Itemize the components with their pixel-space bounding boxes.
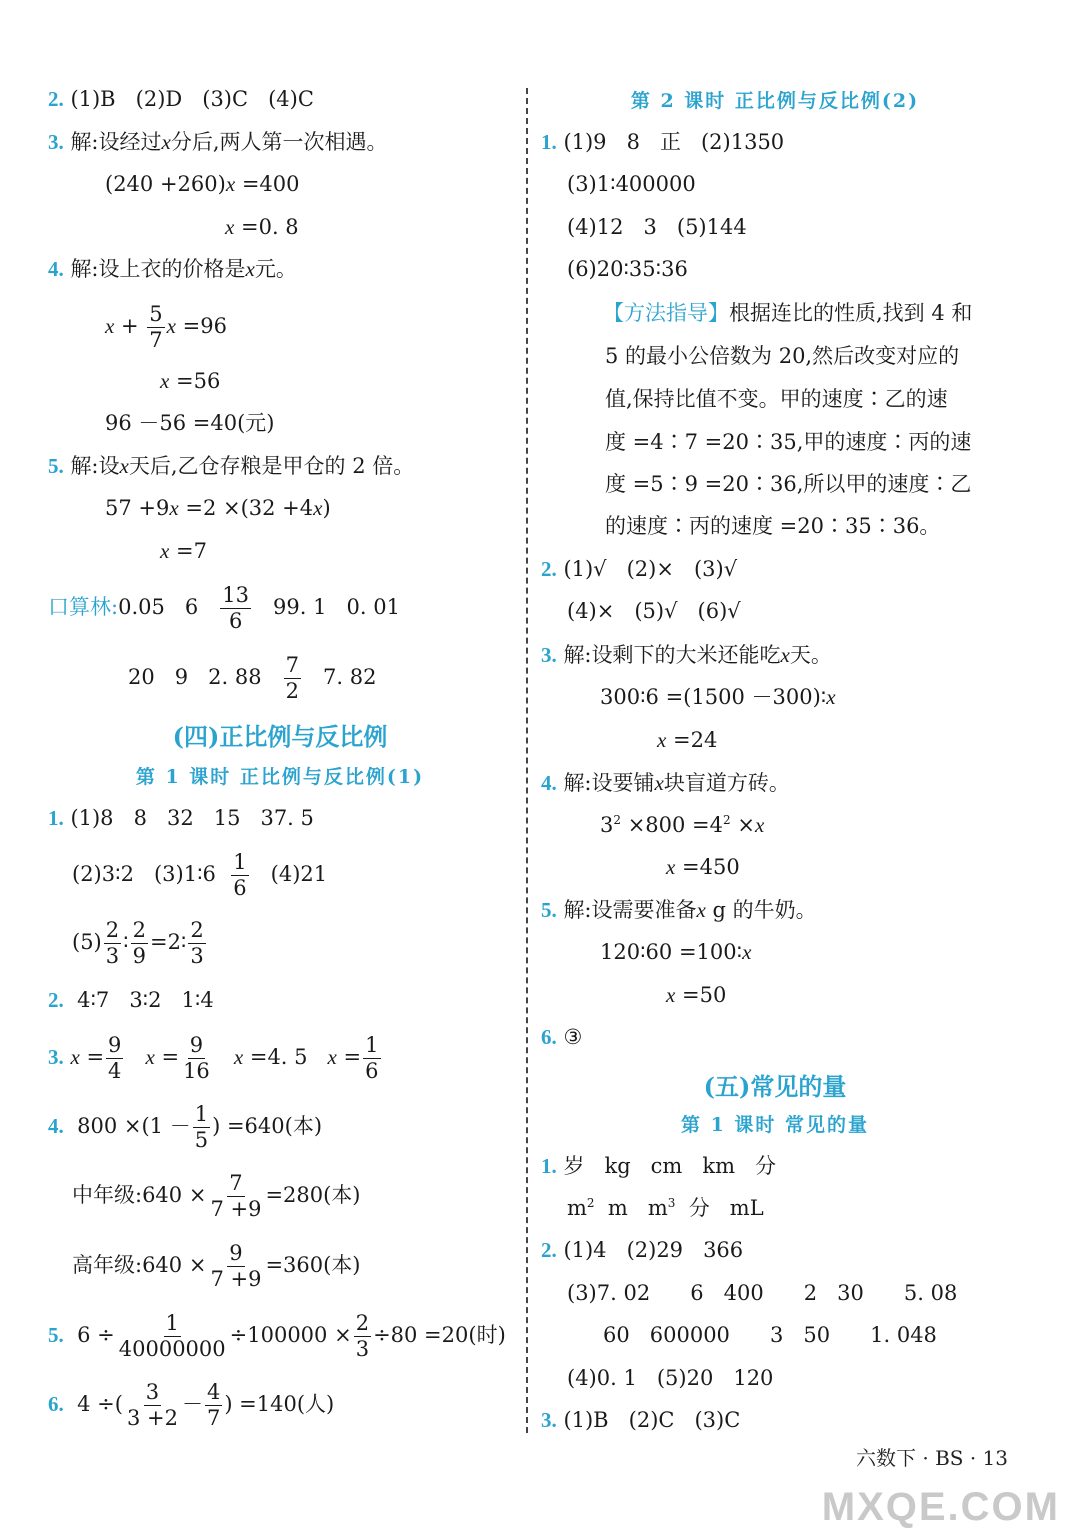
text: ) — [322, 496, 331, 520]
exponent: 2 — [723, 813, 731, 827]
text: 99. 1 0. 01 — [273, 595, 400, 619]
text: (2)3∶2 (3)1∶6 — [72, 862, 216, 886]
denominator: 6 — [233, 876, 247, 900]
variable: x — [666, 983, 676, 1007]
text: m m — [594, 1196, 668, 1220]
text: 高年级:640 × — [72, 1253, 207, 1277]
variable: x — [233, 1045, 244, 1069]
denominator: 6 — [365, 1059, 379, 1083]
text: (1)B (2)C (3)C — [563, 1408, 741, 1432]
variable: x — [105, 314, 115, 338]
method-guide — [603, 298, 972, 328]
variable: x — [654, 771, 664, 795]
denominator: 40000000 — [118, 1337, 226, 1361]
question-number: 4. — [48, 257, 64, 281]
answer-1-line-2 — [72, 852, 327, 899]
variable: x — [166, 314, 176, 338]
text: ÷100000 × — [229, 1323, 352, 1347]
text: 120∶60 =100∶ — [600, 940, 743, 964]
equation — [666, 980, 726, 1010]
text: 块盲道方砖。 — [663, 771, 790, 795]
text: 分 mL — [675, 1196, 764, 1220]
text: 4 ÷( — [77, 1392, 123, 1416]
exponent: 2 — [613, 813, 622, 827]
answer-1 — [541, 127, 784, 157]
question-number: 2. — [48, 87, 64, 111]
text: ÷80 =20(时) — [373, 1323, 506, 1347]
text: ) =140(人) — [224, 1392, 335, 1416]
text: 天后,乙仓存粮是甲仓的 2 倍。 — [128, 454, 415, 478]
answer-6: 6. 4 ÷( $\frac{3}{3 +2}$ － $\frac{4}{7}$ ) =140(人) — [48, 1380, 335, 1430]
numerator: 2 — [190, 918, 204, 942]
question-number: 2. — [48, 988, 64, 1012]
answer-2-line: (4)× (5)√ (6)√ — [567, 599, 741, 623]
variable: x — [160, 539, 170, 563]
text: 57 +9 — [105, 496, 170, 520]
text: (1)8 8 32 15 37. 5 — [70, 806, 314, 830]
variable: x — [754, 813, 765, 837]
question-number: 5. — [48, 454, 64, 478]
text: 800 ×(1 － — [77, 1114, 191, 1138]
equation: x + $\frac{5}{7}$ x =96 — [105, 302, 227, 352]
equation — [160, 536, 207, 566]
denominator: 3 — [190, 944, 204, 968]
variable: x — [225, 215, 235, 239]
fraction — [193, 1104, 210, 1151]
section-title: (五)常见的量 — [703, 1072, 847, 1101]
answer-3: 3. x = $\frac{9}{4}$ x = $\frac{9}{16}$ x =4. 5 x = $\frac{1}{6}$ — [48, 1033, 379, 1083]
text: (1)√ (2)× (3)√ — [563, 557, 738, 581]
text: 解:设上衣的价格是 — [70, 257, 246, 281]
numerator: 3 — [145, 1380, 160, 1404]
equation — [600, 810, 764, 840]
answer-3-statement — [48, 127, 388, 157]
question-number: 1. — [48, 806, 64, 830]
answer-2-line: (4)0. 1 (5)20 120 — [567, 1366, 774, 1390]
question-number: 1. — [541, 1154, 557, 1178]
equation — [657, 725, 717, 755]
equation — [225, 212, 299, 242]
numerator: 13 — [222, 583, 249, 607]
answer-2-line: (3)7. 02 6 400 2 30 5. 08 — [567, 1281, 958, 1305]
answer-3 — [541, 1405, 740, 1435]
numerator: 1 — [365, 1033, 379, 1057]
denominator: 7 +9 — [210, 1197, 262, 1221]
variable: x — [327, 1045, 337, 1069]
text: ×800 =4 — [621, 813, 724, 837]
answer-5-statement — [48, 451, 414, 481]
text: (5) — [72, 930, 102, 954]
text: =96 — [175, 314, 227, 338]
answer-4 — [48, 1104, 322, 1151]
method-guide-line: 值,保持比值不变。甲的速度∶乙的速 — [605, 387, 948, 411]
fraction — [131, 920, 148, 967]
text: 解:设要铺 — [563, 771, 655, 795]
numerator: 7 — [285, 653, 299, 677]
question-number: 3. — [48, 1045, 64, 1069]
text: 分后,两人第一次相遇。 — [170, 130, 388, 154]
text: 6 ÷ — [77, 1323, 115, 1347]
answer-4-statement — [48, 254, 297, 284]
denominator: 16 — [183, 1059, 210, 1083]
section-title: (四)正比例与反比例 — [172, 722, 388, 751]
question-number: 3. — [48, 130, 64, 154]
text: 元。 — [254, 257, 297, 281]
numerator: 4 — [206, 1380, 221, 1404]
denominator: 4 — [108, 1059, 122, 1083]
numerator: 1 — [233, 850, 247, 874]
method-guide-line: 的速度∶丙的速度 =20∶35∶36。 — [605, 514, 941, 538]
text: 300∶6 =(1500 －300)∶ — [600, 685, 827, 709]
answer-2 — [541, 554, 737, 584]
denominator: 3 +2 — [126, 1406, 178, 1430]
answer-1-line: (4)12 3 (5)144 — [567, 215, 747, 239]
question-number: 2. — [541, 557, 557, 581]
exponent: 2 — [586, 1196, 595, 1210]
question-number: 1. — [541, 130, 557, 154]
denominator: 3 — [355, 1337, 370, 1361]
answer-text: (1)B (2)D (3)C (4)C — [70, 87, 314, 111]
variable: x — [169, 496, 179, 520]
mental-math-row-2 — [128, 655, 376, 702]
question-number: 6. — [541, 1025, 557, 1049]
text: (1)4 (2)29 366 — [563, 1238, 744, 1262]
question-number: 6. — [48, 1392, 64, 1416]
method-guide-line: 度 =5∶9 =20∶36,所以甲的速度∶乙 — [605, 472, 972, 496]
numerator: 1 — [165, 1311, 179, 1335]
variable: x — [780, 643, 790, 667]
fraction — [363, 1035, 380, 1082]
answer-5-statement — [541, 895, 817, 925]
question-number: 4. — [541, 771, 557, 795]
column-divider — [526, 88, 528, 1433]
answer-4-statement — [541, 768, 790, 798]
fraction — [208, 1243, 263, 1290]
variable: x — [161, 130, 171, 154]
answer-2 — [48, 985, 214, 1015]
text: =50 — [675, 983, 727, 1007]
equation: 96 －56 =40(元) — [105, 411, 275, 435]
variable: x — [742, 940, 752, 964]
numerator: 9 — [108, 1033, 122, 1057]
denominator: 7 — [206, 1406, 221, 1430]
fraction — [106, 1035, 123, 1082]
denominator: 7 +9 — [210, 1267, 262, 1291]
mental-math-label: 口算林: — [48, 595, 119, 619]
text: =280(本) — [265, 1183, 361, 1207]
text: ) =640(本) — [212, 1114, 323, 1138]
text: 天。 — [789, 643, 832, 667]
text: =7 — [169, 539, 207, 563]
variable: x — [826, 685, 836, 709]
text: 解:设 — [70, 454, 120, 478]
text: (4)21 — [270, 862, 328, 886]
text: 3 — [600, 813, 614, 837]
text: × — [730, 813, 755, 837]
text: g 的牛奶。 — [705, 898, 817, 922]
question-number: 2. — [541, 1238, 557, 1262]
answer-2 — [48, 84, 314, 114]
text: 20 9 2. 88 — [128, 665, 262, 689]
text: =400 — [235, 172, 300, 196]
fraction — [284, 655, 301, 702]
lesson-title: 第 1 课时 常见的量 — [680, 1114, 870, 1136]
variable: x — [666, 855, 676, 879]
denominator: 9 — [132, 944, 146, 968]
fraction — [205, 1382, 222, 1429]
denominator: 6 — [228, 609, 243, 633]
fraction — [231, 852, 248, 899]
equation — [600, 682, 836, 712]
denominator: 7 — [149, 328, 163, 352]
answer-2 — [541, 1235, 743, 1265]
page-footer: 六数下 · BS · 13 — [856, 1446, 1008, 1470]
text: 解:设需要准备 — [563, 898, 697, 922]
question-number: 4. — [48, 1114, 64, 1138]
lesson-title: 第 2 课时 正比例与反比例(2) — [630, 90, 920, 112]
text: =450 — [675, 855, 740, 879]
text: 岁 kg cm km 分 — [563, 1154, 777, 1178]
text: 0.05 6 — [118, 595, 199, 619]
numerator: 2 — [132, 918, 146, 942]
variable: x — [245, 257, 255, 281]
answer-6 — [541, 1022, 582, 1052]
method-guide-line: 度 =4∶7 =20∶35,甲的速度∶丙的速 — [605, 430, 972, 454]
text: =4. 5 — [249, 1045, 308, 1069]
numerator: 7 — [229, 1171, 243, 1195]
answer-2-line: 60 600000 3 50 1. 048 — [603, 1323, 937, 1347]
variable: x — [160, 369, 170, 393]
answer-5 — [48, 1313, 506, 1360]
numerator: 9 — [189, 1033, 204, 1057]
fraction — [104, 920, 121, 967]
equation — [666, 852, 740, 882]
equation — [105, 493, 331, 523]
text: 解:设经过 — [70, 130, 162, 154]
question-number: 5. — [541, 898, 557, 922]
watermark: MXQE.COM — [821, 1485, 1060, 1529]
numerator: 2 — [355, 1311, 370, 1335]
method-guide-line: 5 的最小公倍数为 20,然后改变对应的 — [605, 344, 960, 368]
text: (1)9 8 正 (2)1350 — [563, 130, 785, 154]
method-guide-tag: 【方法指导】 — [603, 301, 729, 325]
variable: x — [70, 1045, 80, 1069]
numerator: 5 — [149, 302, 163, 326]
numerator: 2 — [105, 918, 120, 942]
equation — [600, 937, 751, 967]
answer-4-middle-grade — [72, 1173, 361, 1220]
answer-1 — [541, 1151, 776, 1181]
fraction — [117, 1313, 228, 1360]
fraction — [147, 304, 164, 351]
variable: x — [225, 172, 236, 196]
text: (240 +260) — [105, 172, 226, 196]
variable: x — [657, 728, 667, 752]
denominator: 5 — [194, 1128, 209, 1152]
text: =0. 8 — [234, 215, 299, 239]
answer-1 — [48, 803, 314, 833]
variable: x — [119, 454, 129, 478]
variable: x — [313, 496, 323, 520]
question-number: 3. — [541, 643, 557, 667]
answer-1-line: (3)1∶400000 — [567, 172, 696, 196]
text: 根据连比的性质,找到 4 和 — [729, 301, 973, 325]
fraction — [125, 1382, 180, 1429]
fraction — [181, 1035, 212, 1082]
exponent: 3 — [667, 1196, 676, 1210]
equation — [160, 366, 220, 396]
answer-1-line: (6)20∶35∶36 — [567, 257, 688, 281]
answer-4-upper-grade — [72, 1243, 361, 1290]
answer-3-statement — [541, 640, 832, 670]
answer-1-line-3: (5) $\frac{2}{3}$ ∶ $\frac{2}{9}$ =2∶ $\frac{2}{3}$ — [72, 918, 204, 968]
mental-math-row-1 — [48, 585, 400, 632]
numerator: 1 — [194, 1102, 209, 1126]
answer-1-line — [567, 1193, 764, 1223]
variable: x — [145, 1045, 155, 1069]
text: =24 — [666, 728, 718, 752]
text: ③ — [563, 1025, 583, 1049]
lesson-title: 第 1 课时 正比例与反比例(1) — [135, 766, 425, 788]
fraction — [220, 585, 251, 632]
question-number: 3. — [541, 1408, 557, 1432]
text: =360(本) — [265, 1253, 361, 1277]
text: 7. 82 — [323, 665, 377, 689]
text: 解:设剩下的大米还能吃 — [563, 643, 781, 667]
text: =56 — [169, 369, 221, 393]
text: 中年级:640 × — [72, 1183, 207, 1207]
fraction — [208, 1173, 263, 1220]
text: m — [567, 1196, 587, 1220]
fraction — [354, 1313, 371, 1360]
denominator: 3 — [105, 944, 120, 968]
variable: x — [696, 898, 706, 922]
equation — [105, 169, 300, 199]
text: 4∶7 3∶2 1∶4 — [77, 988, 214, 1012]
denominator: 2 — [285, 679, 299, 703]
question-number: 5. — [48, 1323, 64, 1347]
text: =2 ×(32 +4 — [178, 496, 314, 520]
fraction — [188, 920, 205, 967]
numerator: 9 — [229, 1241, 243, 1265]
